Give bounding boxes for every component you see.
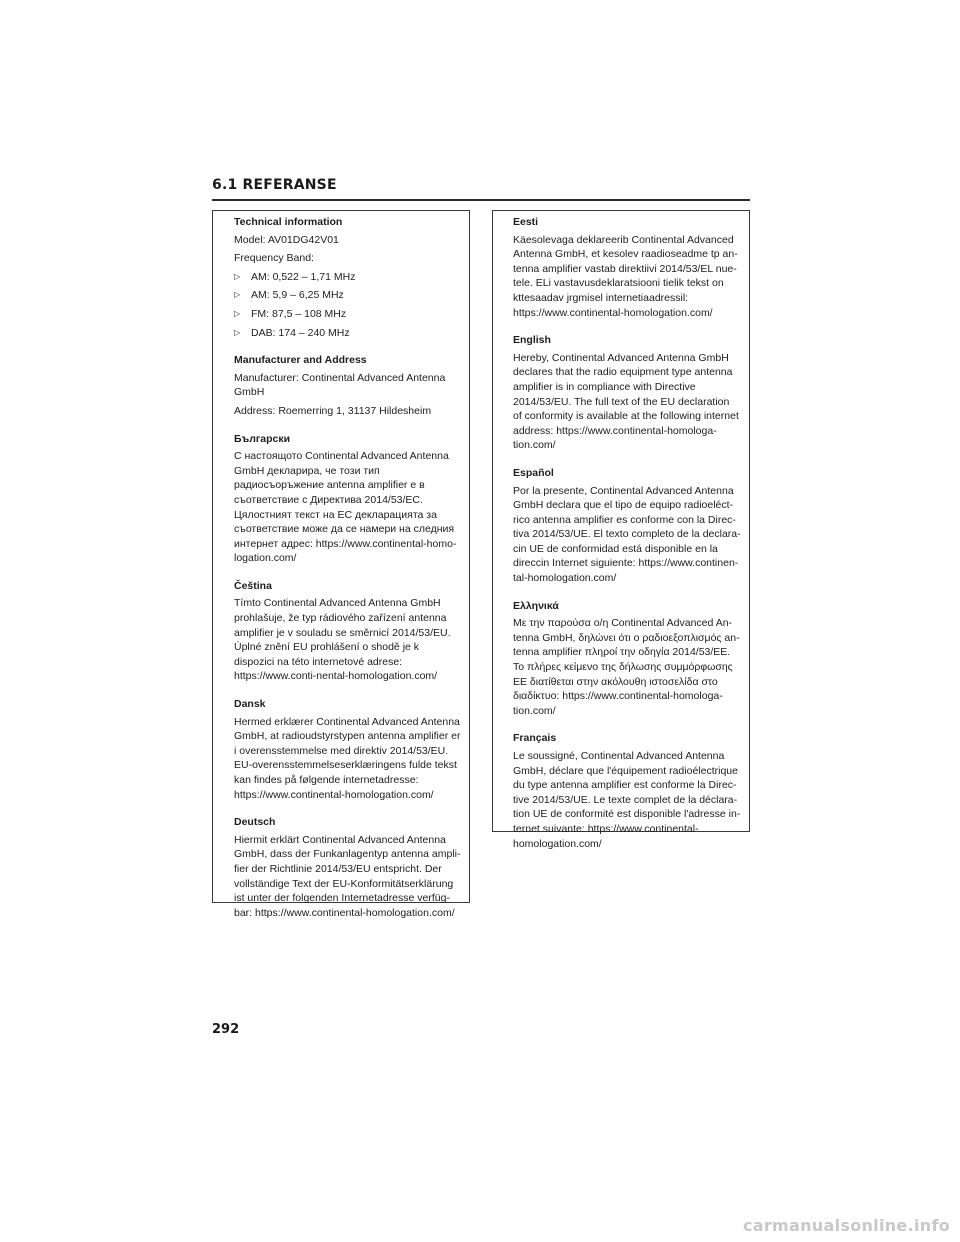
el-text: Με την παρούσα ο/η Continental Advanced An-tenna GmbH, δηλώνει ότι ο ραδιοεξοπλισμός an-tenna amplifier πληροί την οδηγία 2014/53/ΕΕ. Το πλήρες κείμενο της δήλωσης συμμόρφωσης ΕΕ διατίθεται στην ακόλουθη ιστοσελίδα στο διαδίκτυο: https://www.continental-homologa-tion.com/ [513,617,740,717]
page-number: 292 [212,1022,240,1037]
manufacturer-heading: Manufacturer and Address [234,354,367,367]
section-title: 6.1 REFERANSE [212,177,337,193]
model-text: Model: AV01DG42V01 [234,233,339,246]
fr-text: Le soussigné, Continental Advanced Antenna GmbH, déclare que l'équipement radioélectrique du type antenna amplifier est conforme la Direc-tive 2014/53/UE. Le texte complet de la déclara-tion UE de conformité est disponible l'adresse in-ternet suivante: https://www.continental-homologation.com/ [513,750,741,850]
band-label: Frequency Band: [234,252,314,265]
declaration-box-left [212,210,470,919]
site-watermark: carmanualsonline.info [742,1216,950,1235]
cs-heading: Čeština [234,579,272,592]
band-list [234,270,461,340]
list-item: ▷ AM: 0,522 – 1,71 MHz [234,270,356,283]
list-item: ▷ AM: 5,9 – 6,25 MHz [234,289,344,302]
da-heading: Dansk [234,698,266,711]
bg-text: С настоящото Continental Advanced Antenna GmbH декларира, че този тип радиосъоръжение antenna amplifier е в съответствие с Директива 2014/53/EC. Цялостният текст на ЕС декларацията за съответствие може да се намери на следния интернет адрес: https://www.continental-homo-logation.com/ [234,450,457,565]
de-text: Hiermit erklärt Continental Advanced Antenna GmbH, dass der Funkanlagentyp antenna ampli-fier der Richtlinie 2014/53/EU entspricht. Der vollständige Text der EU-Konformitätserklärung ist unter der folgenden Internetadresse verfüg-bar: https://www.continental-homologation.com/ [234,833,461,919]
header-divider [212,199,750,201]
de-heading: Deutsch [234,816,276,829]
da-text: Hermed erklærer Continental Advanced Antenna GmbH, at radioudstyrstypen antenna amplifier er i overensstemmelse med direktiv 2014/53/EU. EU-overensstemmelseserklæringens fulde tekst kan findes på følgende internetadresse: https://www.continental-homologation.com/ [234,715,461,801]
list-item: ▷ DAB: 174 – 240 MHz [234,326,350,339]
triangle-right-icon: ▷ [234,308,241,318]
en-text: Hereby, Continental Advanced Antenna GmbH declares that the radio equipment type antenna amplifier is in compliance with Directive 2014/53/EU. The full text of the EU declaration of conformity is available at the following internet address: https://www.continental-homologa-tion.com/ [513,351,739,452]
es-text: Por la presente, Continental Advanced Antenna GmbH declara que el tipo de equipo radioeléct-rico antenna amplifier es conforme con la Direc-tiva 2014/53/UE. El texto completo de la declara-cin UE de conformidad está disponible en la direccin Internet siguiente: https://www.continen-tal-homologation.com/ [513,484,741,585]
et-text: Käesolevaga deklareerib Continental Advanced Antenna GmbH, et kesolev raadioseadme tp an-tenna amplifier vastab direktiivi 2014/53/EL nue-tele. ELi vastavusdeklaratsiooni tielik tekst on kttesaadav jrgmisel internetiaadressil: https://www.continental-homologation.com/ [513,233,738,319]
et-heading: Eesti [513,216,539,228]
en-heading: English [513,334,551,347]
bg-heading: Български [234,432,291,445]
cs-text: Tímto Continental Advanced Antenna GmbH prohlašuje, že typ rádiového zařízení antenna amplifier je v souladu se směrnicí 2014/53/EU. Úplné znění EU prohlášení o shodě je k dispozici na této internetové adrese: https://www.conti-nental-homologation.com/ [234,597,451,683]
triangle-right-icon: ▷ [234,327,241,337]
es-heading: Español [513,466,554,479]
triangle-right-icon: ▷ [234,271,241,281]
list-item: ▷ FM: 87,5 – 108 MHz [234,307,347,320]
tech-heading: Technical information [234,216,343,228]
triangle-right-icon: ▷ [234,290,241,300]
el-heading: Ελληνικά [513,599,559,612]
declaration-box-right [492,210,750,850]
manufacturer-name: Manufacturer: Continental Advanced Antenna GmbH [234,371,446,399]
manufacturer-address: Address: Roemerring 1, 31137 Hildesheim [234,404,432,417]
fr-heading: Français [513,732,557,745]
